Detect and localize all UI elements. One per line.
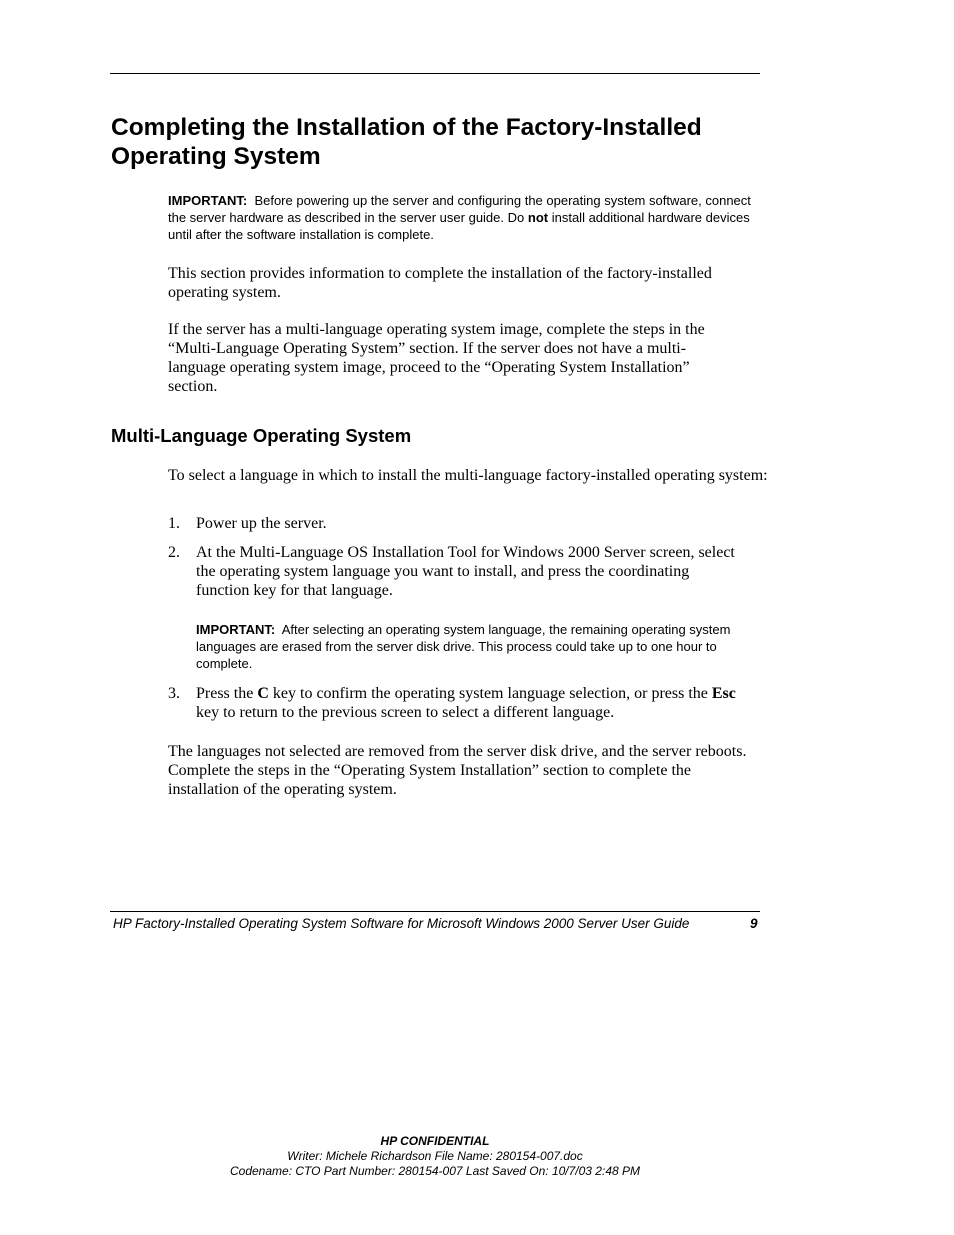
codename-info: Codename: CTO Part Number: 280154-007 Last Saved On: 10/7/03 2:48 PM (229, 1164, 640, 1178)
important-text-before: Before powering up the server and configuring the operating system software, connect the server hardware as described in the server user guide. Do (168, 193, 751, 225)
step-text (196, 684, 756, 722)
intro-paragraph: This section provides information to complete the installation of the factory-installed operating system. (168, 265, 712, 301)
key-esc: Esc (711, 685, 736, 702)
confidential-label: HP CONFIDENTIAL (380, 1134, 490, 1148)
important-emphasis: not (527, 210, 549, 225)
footer-rule (110, 911, 760, 912)
list-item (168, 514, 758, 533)
step-text: Power up the server. (196, 515, 327, 532)
important-text-after: install additional hardware devices until after the software installation is complete. (168, 210, 750, 242)
step-number: 3. (168, 685, 180, 702)
important-note (168, 192, 768, 243)
page-number: 9 (750, 916, 758, 931)
step-number: 2. (168, 544, 180, 561)
important-label: IMPORTANT: (168, 193, 248, 208)
list-item (168, 543, 758, 600)
footer-title: HP Factory-Installed Operating System Software for Microsoft Windows 2000 Server User Guide (113, 916, 690, 931)
step-text-part: key to return to the previous screen to select a different language. (196, 704, 615, 721)
header-rule (110, 73, 760, 74)
important-label: IMPORTANT: (196, 622, 276, 637)
step-number: 1. (168, 515, 180, 532)
closing-paragraph: The languages not selected are removed from the server disk drive, and the server reboots. Complete the steps in the “Operating System Installation” section to complete the installation of the operating system. (168, 743, 747, 798)
list-item (168, 684, 758, 722)
step-text-part: Press the (196, 685, 254, 702)
intro-paragraph: If the server has a multi-language operating system image, complete the steps in the “Multi-Language Operating System” section. If the server does not have a multi-language operating system image, proceed to the “Operating System Installation” section. (168, 321, 705, 395)
important-note (196, 621, 756, 672)
step-text-part: key to confirm the operating system language selection, or press the (272, 685, 708, 702)
steps-intro: To select a language in which to install the multi-language factory-installed operating system: (168, 467, 768, 484)
step-text: At the Multi-Language OS Installation Tool for Windows 2000 Server screen, select the operating system language you want to install, and press the coordinating function key for that language. (196, 544, 735, 599)
important-text: After selecting an operating system language, the remaining operating system languages are erased from the server disk drive. This process could take up to one hour to complete. (196, 622, 731, 671)
key-c: C (257, 685, 269, 702)
section-heading: Multi-Language Operating System (111, 425, 412, 446)
page-title: Completing the Installation of the Factory-Installed Operating System (111, 114, 702, 170)
writer-info: Writer: Michele Richardson File Name: 280154-007.doc (287, 1149, 583, 1163)
